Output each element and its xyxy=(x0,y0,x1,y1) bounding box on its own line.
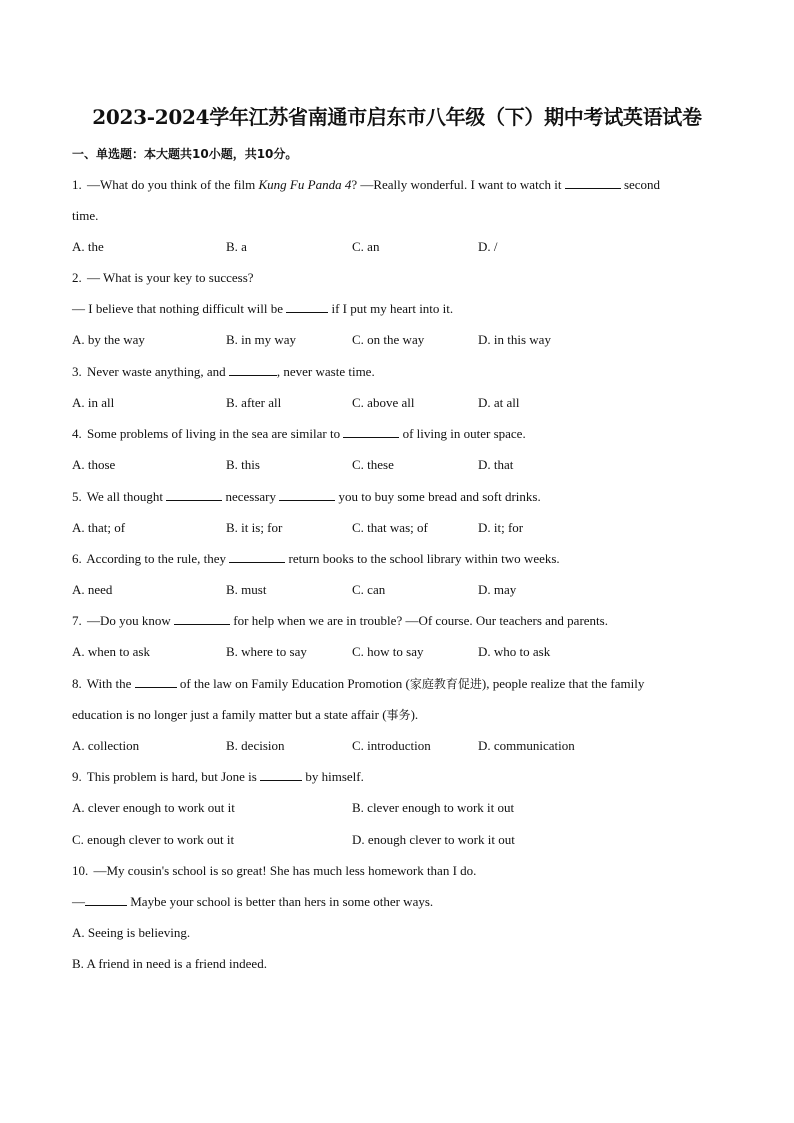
section-heading: 一、单选题：本大题共10小题，共10分。 xyxy=(72,147,298,161)
option-a: A. in all xyxy=(72,395,115,410)
question-number: 7. xyxy=(72,613,82,628)
question-text: of living in outer space. xyxy=(399,426,526,441)
answer-blank xyxy=(174,611,230,625)
question-text: — What is your key to success? xyxy=(87,270,254,285)
question-10-stem xyxy=(72,861,722,881)
option-a: A. that; of xyxy=(72,520,126,535)
answer-blank xyxy=(135,674,177,688)
option-c: C. can xyxy=(352,582,386,597)
answer-blank xyxy=(85,892,127,906)
option-d: D. who to ask xyxy=(478,644,551,659)
question-6-stem xyxy=(72,549,722,569)
option-a: A. the xyxy=(72,239,104,254)
option-a: A. when to ask xyxy=(72,644,150,659)
option-a: A. clever enough to work out it xyxy=(72,800,235,815)
option-b: B. it is; for xyxy=(226,520,283,535)
question-text: by himself. xyxy=(302,769,364,784)
option-c: C. how to say xyxy=(352,644,424,659)
question-number: 10. xyxy=(72,863,89,878)
question-10-stem-cont xyxy=(72,892,722,912)
option-a: A. Seeing is believing. xyxy=(72,925,191,940)
question-text: ), people realize that the family xyxy=(481,676,645,691)
question-number: 9. xyxy=(72,769,82,784)
option-b: B. must xyxy=(226,582,267,597)
dialogue-dash: — xyxy=(72,894,85,909)
answer-blank xyxy=(166,487,222,501)
question-number: 2. xyxy=(72,270,82,285)
question-8-stem xyxy=(72,674,722,694)
question-text: if I put my heart into it. xyxy=(328,301,454,316)
question-number: 6. xyxy=(72,551,82,566)
question-text: you to buy some bread and soft drinks. xyxy=(335,489,541,504)
question-2-stem xyxy=(72,268,722,288)
option-c: C. above all xyxy=(352,395,415,410)
question-text: According to the rule, they xyxy=(86,551,230,566)
question-text: Some problems of living in the sea are similar to xyxy=(87,426,344,441)
question-text: Maybe your school is better than hers in some other ways. xyxy=(127,894,434,909)
chinese-gloss: 事务 xyxy=(386,708,411,722)
question-text: ? —Really wonderful. I want to watch it xyxy=(351,177,565,192)
question-text: for help when we are in trouble? —Of course. Our teachers and parents. xyxy=(230,613,608,628)
question-1-stem-cont: time. xyxy=(72,208,99,223)
question-text: —Do you know xyxy=(87,613,175,628)
option-c: C. an xyxy=(352,239,380,254)
option-d: D. / xyxy=(478,239,498,254)
exam-title: 2023-2024学年江苏省南通市启东市八年级（下）期中考试英语试卷 xyxy=(92,105,702,129)
answer-blank xyxy=(279,487,335,501)
option-d: D. in this way xyxy=(478,332,551,347)
question-1-stem xyxy=(72,175,722,195)
answer-blank xyxy=(343,424,399,438)
option-c: C. these xyxy=(352,457,394,472)
option-d: D. it; for xyxy=(478,520,524,535)
question-number: 4. xyxy=(72,426,82,441)
question-text: This problem is hard, but Jone is xyxy=(86,769,261,784)
question-8-stem-cont xyxy=(72,705,722,725)
question-text: —What do you think of the film xyxy=(87,177,259,192)
option-c: C. enough clever to work out it xyxy=(72,832,235,847)
question-text: —My cousin's school is so great! She has much less homework than I do. xyxy=(93,863,477,878)
question-7-stem xyxy=(72,611,722,631)
question-5-stem xyxy=(72,487,722,507)
option-b: B. in my way xyxy=(226,332,297,347)
answer-blank xyxy=(286,299,328,313)
question-2-stem-cont xyxy=(72,299,722,319)
question-text: second xyxy=(620,177,661,192)
question-text: , never waste time. xyxy=(276,364,375,379)
question-text: necessary xyxy=(222,489,280,504)
question-4-stem xyxy=(72,424,722,444)
option-b: B. A friend in need is a friend indeed. xyxy=(72,956,267,971)
question-text: We all thought xyxy=(86,489,167,504)
option-a: A. need xyxy=(72,582,113,597)
answer-blank xyxy=(565,175,621,189)
option-d: D. at all xyxy=(478,395,520,410)
chinese-gloss: 家庭教育促进 xyxy=(409,677,482,691)
question-text: ). xyxy=(410,707,419,722)
option-a: A. collection xyxy=(72,738,140,753)
question-text: Never waste anything, and xyxy=(87,364,229,379)
question-number: 1. xyxy=(72,177,82,192)
question-number: 5. xyxy=(72,489,82,504)
question-number: 3. xyxy=(72,364,82,379)
option-b: B. after all xyxy=(226,395,282,410)
option-d: D. that xyxy=(478,457,514,472)
question-text: With the xyxy=(86,676,135,691)
question-9-stem xyxy=(72,767,722,787)
option-c: C. on the way xyxy=(352,332,425,347)
option-a: A. those xyxy=(72,457,116,472)
question-text: education is no longer just a family matter but a state affair ( xyxy=(72,707,387,722)
answer-blank xyxy=(229,549,285,563)
option-d: D. enough clever to work it out xyxy=(352,832,515,847)
option-b: B. a xyxy=(226,239,247,254)
question-number: 8. xyxy=(72,676,82,691)
answer-blank xyxy=(260,767,302,781)
question-3-stem xyxy=(72,362,722,382)
option-c: C. that was; of xyxy=(352,520,428,535)
option-c: C. introduction xyxy=(352,738,431,753)
option-b: B. this xyxy=(226,457,260,472)
option-b: B. decision xyxy=(226,738,285,753)
option-b: B. where to say xyxy=(226,644,307,659)
film-title: Kung Fu Panda 4 xyxy=(258,177,352,192)
option-a: A. by the way xyxy=(72,332,145,347)
option-d: D. may xyxy=(478,582,517,597)
question-text: return books to the school library within two weeks. xyxy=(285,551,560,566)
option-b: B. clever enough to work it out xyxy=(352,800,515,815)
question-text: — I believe that nothing difficult will be xyxy=(72,301,287,316)
answer-blank xyxy=(229,362,277,376)
option-d: D. communication xyxy=(478,738,575,753)
question-text: of the law on Family Education Promotion ( xyxy=(176,676,410,691)
